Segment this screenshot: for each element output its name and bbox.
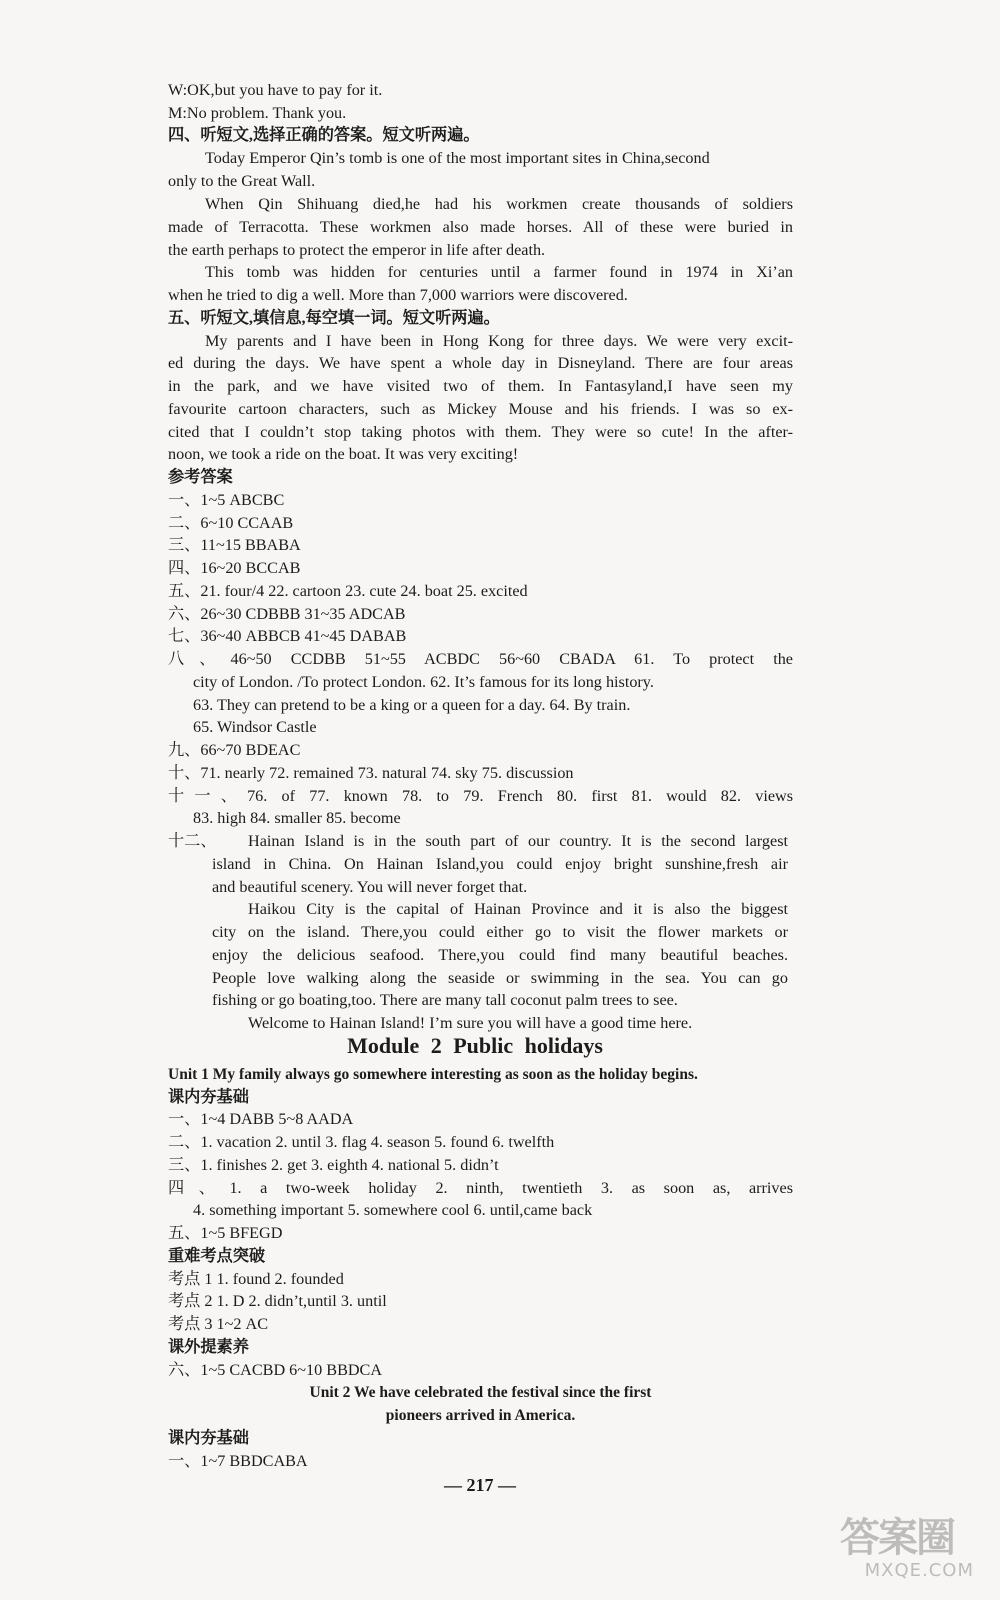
passage-line: favourite cartoon characters, such as Mickey Mouse and his friends. I was so ex- — [168, 400, 793, 418]
passage-line: the earth perhaps to protect the emperor in life after death. — [168, 241, 546, 259]
essay-line: city on the island. There,you could either go to visit the flower markets or — [212, 923, 788, 941]
answer-line: 四、16~20 BCCAB — [168, 559, 301, 577]
answer-key-heading: 参考答案 — [168, 468, 233, 486]
answer-line: 65. Windsor Castle — [193, 718, 317, 736]
section-heading-5: 五、听短文,填信息,每空填一词。短文听两遍。 — [168, 309, 500, 327]
answer-line: 三、11~15 BBABA — [168, 536, 301, 554]
answer-line: 五、21. four/4 22. cartoon 23. cute 24. boat 25. excited — [168, 582, 528, 600]
unit-2-title: Unit 2 We have celebrated the festival since the first — [309, 1384, 652, 1401]
answer-line: 十一、76. of 77. known 78. to 79. French 80. first 81. would 82. views — [168, 787, 793, 805]
module-title: Module 2 Public holidays — [347, 1033, 603, 1058]
answer-line: 一、1~5 ABCBC — [168, 491, 285, 509]
essay-line: Haikou City is the capital of Hainan Province and it is also the biggest — [248, 900, 788, 918]
passage-line: This tomb was hidden for centuries until a farmer found in 1974 in Xi’an — [205, 263, 793, 281]
answer-line: 考点 1 1. found 2. founded — [168, 1270, 344, 1288]
answer-line: 二、1. vacation 2. until 3. flag 4. season 5. found 6. twelfth — [168, 1133, 555, 1151]
passage-line: made of Terracotta. These workmen also made horses. All of these were buried in — [168, 218, 793, 236]
passage-line: noon, we took a ride on the boat. It was very exciting! — [168, 445, 519, 463]
answer-line: 五、1~5 BFEGD — [168, 1224, 283, 1242]
passage-line: when he tried to dig a well. More than 7,000 warriors were discovered. — [168, 286, 628, 304]
section-heading-4: 四、听短文,选择正确的答案。短文听两遍。 — [168, 126, 480, 144]
dialogue-line-w: W:OK,but you have to pay for it. — [168, 81, 383, 99]
passage-line: When Qin Shihuang died,he had his workmen create thousands of soldiers — [205, 195, 793, 213]
answer-line: city of London. /To protect London. 62. It’s famous for its long history. — [193, 673, 654, 691]
subsection-heading: 重难考点突破 — [168, 1247, 266, 1265]
essay-line: People love walking along the seaside or swimming in the sea. You can go — [212, 969, 788, 987]
watermark-text: 答案圈 — [840, 1515, 954, 1561]
answer-line: 十、71. nearly 72. remained 73. natural 74. sky 75. discussion — [168, 764, 574, 782]
answer-line: 考点 3 1~2 AC — [168, 1315, 269, 1333]
answer-line: 六、1~5 CACBD 6~10 BBDCA — [168, 1361, 383, 1379]
watermark-logo — [840, 1516, 980, 1586]
subsection-heading: 课内夯基础 — [168, 1088, 249, 1106]
passage-line: ed during the days. We have spent a whole day in Disneyland. There are four areas — [168, 354, 793, 372]
passage-line: My parents and I have been in Hong Kong for three days. We were very excit- — [205, 332, 793, 350]
essay-line: Hainan Island is in the south part of our country. It is the second largest — [248, 832, 788, 850]
answer-line: 三、1. finishes 2. get 3. eighth 4. national 5. didn’t — [168, 1156, 499, 1174]
essay-line: fishing or go boating,too. There are many tall coconut palm trees to see. — [212, 991, 678, 1009]
answer-line: 六、26~30 CDBBB 31~35 ADCAB — [168, 605, 406, 623]
unit-2-title-cont: pioneers arrived in America. — [385, 1407, 576, 1424]
watermark-url: MXQE.COM — [864, 1560, 974, 1581]
section-label-12: 十二、 — [168, 832, 217, 850]
subsection-heading: 课外提素养 — [168, 1338, 249, 1356]
passage-line: only to the Great Wall. — [168, 172, 316, 190]
answer-line: 八、46~50 CCDBB 51~55 ACBDC 56~60 CBADA 61. To protect the — [168, 650, 793, 668]
answer-line: 一、1~7 BBDCABA — [168, 1452, 308, 1470]
essay-line: and beautiful scenery. You will never forget that. — [212, 878, 528, 896]
passage-line: Today Emperor Qin’s tomb is one of the most important sites in China,second — [205, 149, 710, 167]
answer-line: 63. They can pretend to be a king or a queen for a day. 64. By train. — [193, 696, 631, 714]
answer-line: 七、36~40 ABBCB 41~45 DABAB — [168, 627, 407, 645]
answer-line: 83. high 84. smaller 85. become — [193, 809, 401, 827]
unit-1-title: Unit 1 My family always go somewhere interesting as soon as the holiday begins. — [168, 1066, 698, 1083]
essay-line: enjoy the delicious seafood. There,you could find many beautiful beaches. — [212, 946, 788, 964]
essay-line: Welcome to Hainan Island! I’m sure you will have a good time here. — [248, 1014, 693, 1032]
answer-line: 二、6~10 CCAAB — [168, 514, 294, 532]
answer-line: 四、1. a two-week holiday 2. ninth, twentieth 3. as soon as, arrives — [168, 1179, 793, 1197]
passage-line: in the park, and we have visited two of them. In Fantasyland,I have seen my — [168, 377, 793, 395]
answer-line: 考点 2 1. D 2. didn’t,until 3. until — [168, 1292, 387, 1310]
answer-line: 九、66~70 BDEAC — [168, 741, 301, 759]
passage-line: cited that I couldn’t stop taking photos with them. They were so cute! In the after- — [168, 423, 793, 441]
page-number: — 217 — — [444, 1475, 516, 1495]
essay-line: island in China. On Hainan Island,you could enjoy bright sunshine,fresh air — [212, 855, 788, 873]
answer-line: 4. something important 5. somewhere cool 6. until,came back — [193, 1201, 593, 1219]
answer-line: 一、1~4 DABB 5~8 AADA — [168, 1110, 354, 1128]
dialogue-line-m: M:No problem. Thank you. — [168, 104, 347, 122]
subsection-heading: 课内夯基础 — [168, 1429, 249, 1447]
